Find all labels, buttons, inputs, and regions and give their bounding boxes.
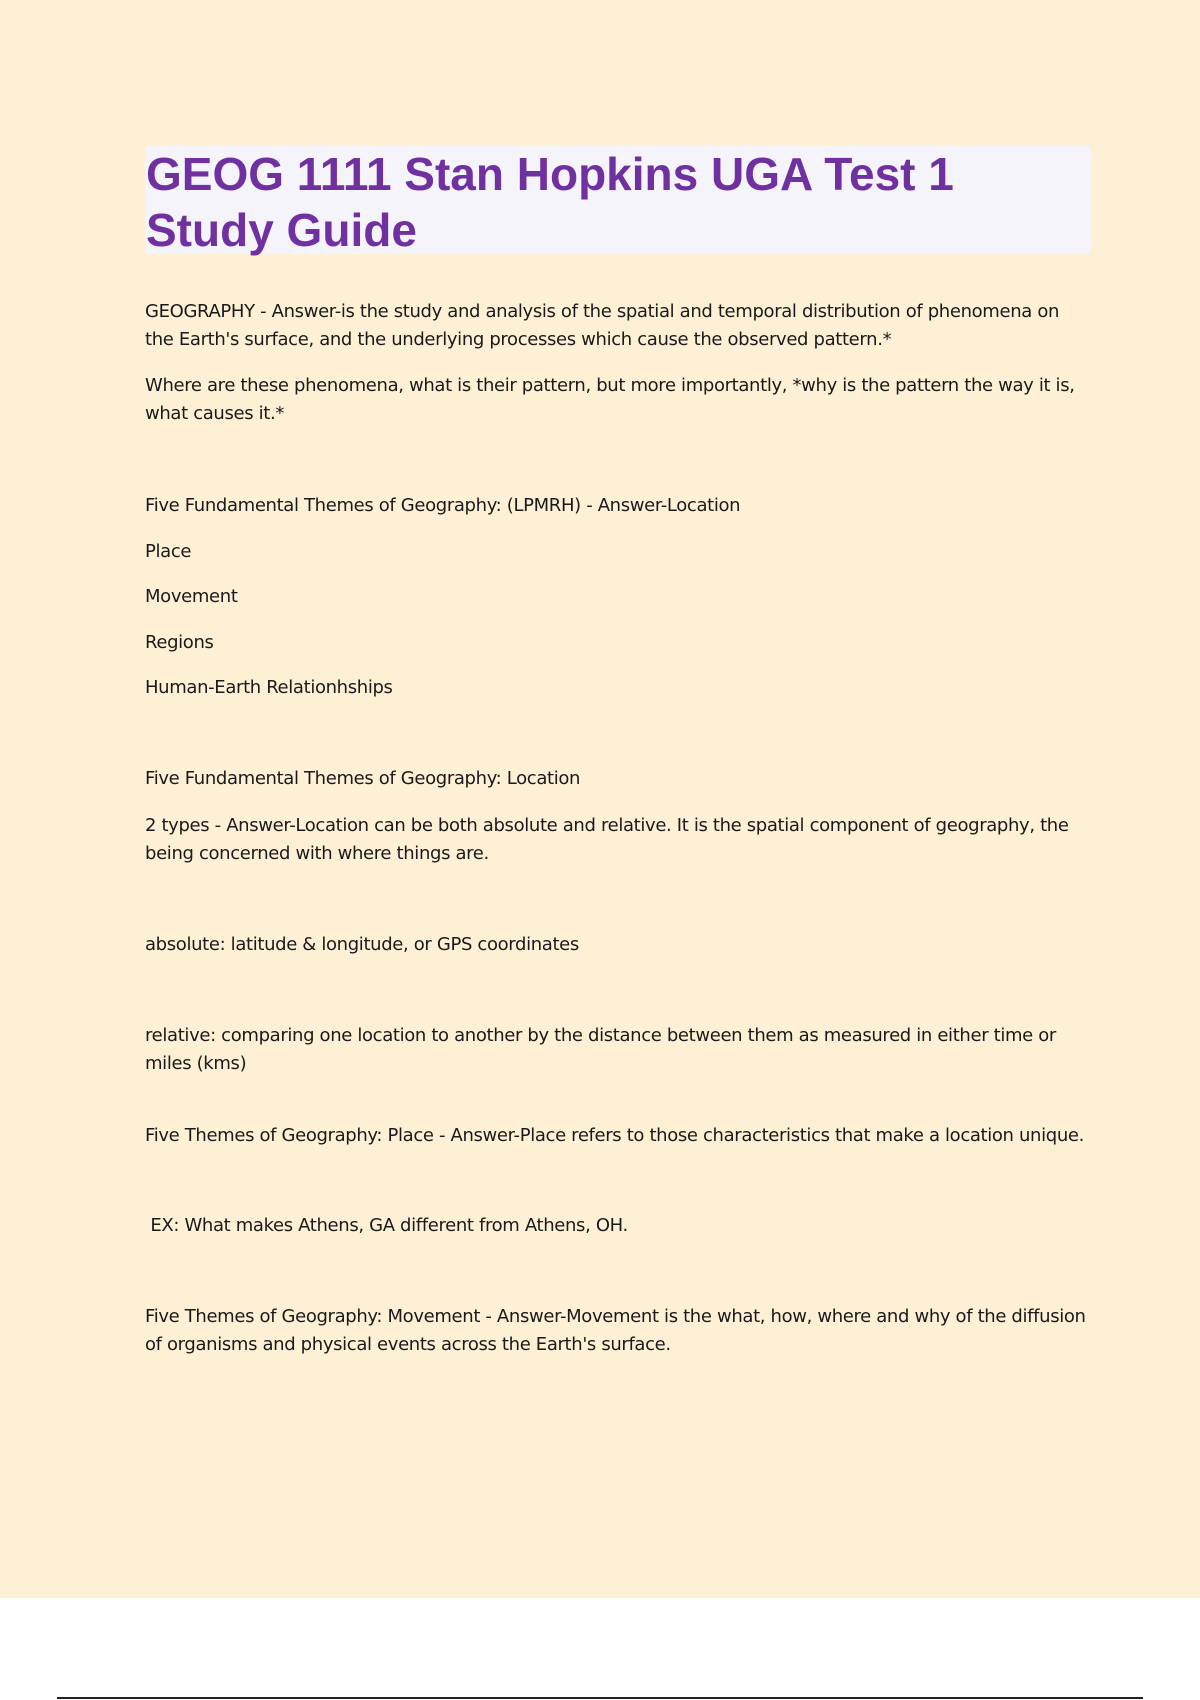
- paragraph-five-themes: Five Fundamental Themes of Geography: (LPMRH) - Answer-Location: [145, 495, 741, 516]
- paragraph-place: Five Themes of Geography: Place - Answer-Place refers to those characteristics that make a location unique.: [145, 1125, 1084, 1146]
- paragraph-absolute: absolute: latitude & longitude, or GPS coordinates: [145, 934, 579, 955]
- document-title: GEOG 1111 Stan Hopkins UGA Test 1 Study Guide: [146, 148, 954, 256]
- paragraph-pattern-question: Where are these phenomena, what is their pattern, but more importantly, *why is the pattern the way it is, what causes it.*: [145, 375, 1075, 424]
- paragraph-geography-definition: GEOGRAPHY - Answer-is the study and analysis of the spatial and temporal distribution of phenomena on the Earth's surface, and the underlying processes which cause the observed pattern.*: [145, 301, 1060, 350]
- title-highlight: [145, 146, 1091, 254]
- paragraph-movement: Five Themes of Geography: Movement - Answer-Movement is the what, how, where and why of the diffusion of organisms and physical events across the Earth's surface.: [145, 1306, 1086, 1355]
- paragraph-location-heading: Five Fundamental Themes of Geography: Location: [145, 768, 581, 789]
- list-item-human-earth: Human-Earth Relationhships: [145, 677, 393, 698]
- list-item-regions: Regions: [145, 632, 214, 653]
- paragraph-example: EX: What makes Athens, GA different from Athens, OH.: [145, 1215, 628, 1236]
- list-item-movement: Movement: [145, 586, 238, 607]
- paragraph-location-types: 2 types - Answer-Location can be both absolute and relative. It is the spatial component of geography, the being concerned with where things are.: [145, 815, 1069, 864]
- document-content: [145, 146, 1091, 1359]
- page-divider-line: [57, 1697, 1143, 1699]
- list-item-place: Place: [145, 541, 192, 562]
- paragraph-relative: relative: comparing one location to another by the distance between them as measured in either time or miles (kms): [145, 1025, 1056, 1074]
